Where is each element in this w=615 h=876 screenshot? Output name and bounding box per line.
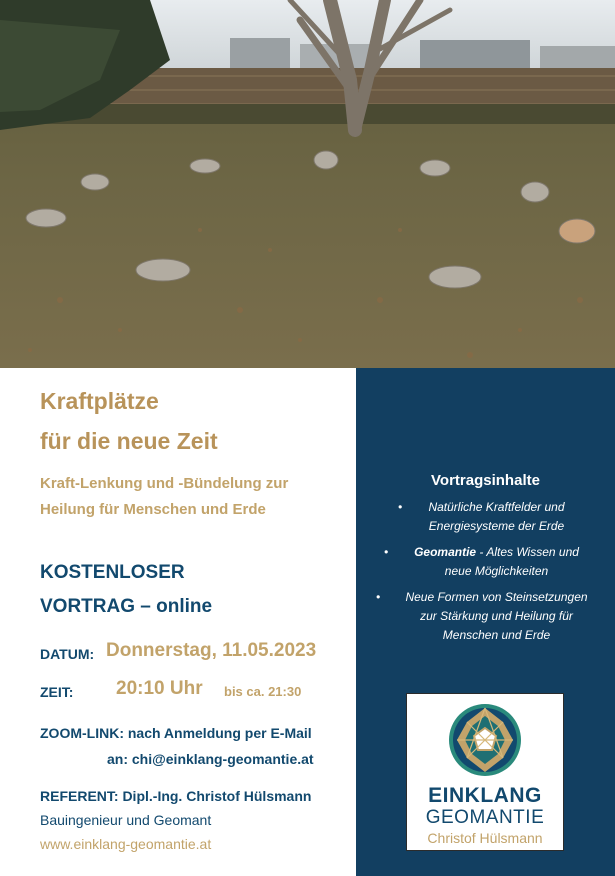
zeit-value: 20:10 Uhr [116, 678, 203, 699]
logo-sub: GEOMANTIE [425, 807, 545, 828]
list-item [372, 498, 609, 536]
stone-circle-photo [0, 0, 615, 368]
item-3-line-1: Neue Formen von Steinsetzungen [405, 590, 588, 604]
list-item [372, 543, 609, 581]
zeit-row [40, 678, 302, 702]
zoom-line-1: ZOOM-LINK: nach Anmeldung per E-Mail [40, 725, 312, 741]
zoom-email[interactable]: an: chi@einklang-geomantie.at [107, 751, 314, 767]
photo-illustration [0, 0, 615, 368]
website-link[interactable]: www.einklang-geomantie.at [40, 836, 212, 852]
bullet-icon: • [384, 545, 389, 559]
einklang-logo [406, 693, 564, 851]
datum-label: DATUM: [40, 646, 95, 662]
bullet-icon: • [398, 500, 403, 514]
event-line-2: VORTRAG – online [40, 596, 213, 617]
bullet-icon: • [376, 590, 381, 604]
contents-list [372, 498, 609, 652]
contents-panel [356, 368, 615, 876]
datum-row [40, 640, 317, 664]
item-1-line-2: Energiesysteme der Erde [428, 519, 565, 533]
title-line-2: für die neue Zeit [40, 428, 218, 454]
enneagram-logo-icon [445, 700, 525, 780]
item-2-line-2: neue Möglichkeiten [444, 564, 549, 578]
item-3-line-2: zur Stärkung und Heilung für [420, 609, 573, 623]
info-column [0, 368, 356, 876]
title-line-1: Kraftplätze [40, 388, 159, 414]
zeit-suffix: bis ca. 21:30 [224, 684, 302, 699]
list-item [372, 588, 609, 645]
zeit-label: ZEIT: [40, 684, 74, 700]
item-1-line-1: Natürliche Kraftfelder und [428, 500, 565, 514]
event-line-1: KOSTENLOSER [40, 562, 185, 583]
contents-heading: Vortragsinhalte [431, 472, 540, 489]
datum-value: Donnerstag, 11.05.2023 [106, 640, 317, 661]
referent-line: REFERENT: Dipl.-Ing. Christof Hülsmann [40, 788, 312, 804]
logo-person: Christof Hülsmann [427, 830, 543, 846]
subtitle-line-1: Kraft-Lenkung und -Bündelung zur [40, 475, 289, 492]
subtitle-line-2: Heilung für Menschen und Erde [40, 501, 266, 518]
logo-name: EINKLANG [428, 784, 542, 807]
item-3-line-3: Menschen und Erde [442, 628, 551, 642]
referent-profession: Bauingenieur und Geomant [40, 812, 212, 828]
item-2-strong: Geomantie [414, 545, 477, 559]
item-2-rest: - Altes Wissen und [476, 545, 579, 559]
